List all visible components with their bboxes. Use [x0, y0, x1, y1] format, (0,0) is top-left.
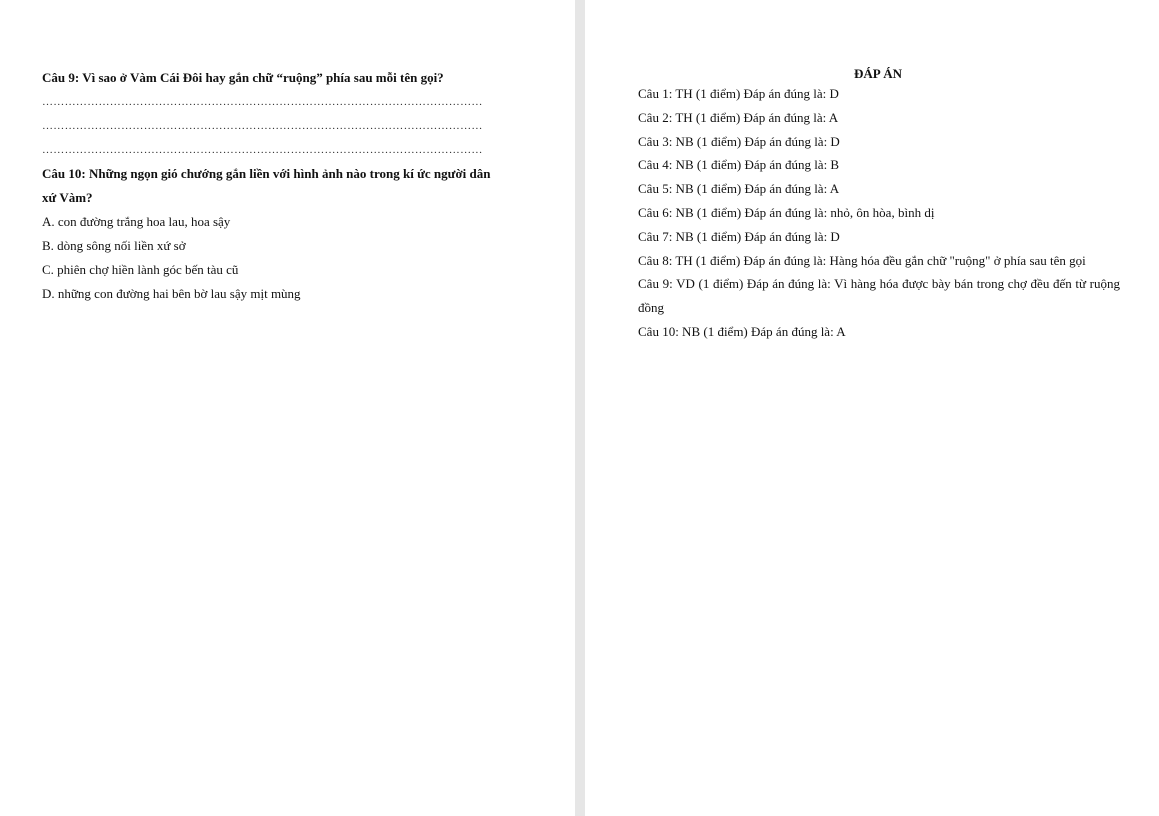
answer-key-title: ĐÁP ÁN	[853, 66, 903, 81]
question-10-title-line1: Câu 10: Những ngọn gió chướng gắn liền với hình ảnh nào trong kí ức người dân	[42, 166, 491, 181]
document-page-left	[0, 0, 575, 816]
answer-blank-line: ………………………………………………………………………………………………………	[42, 96, 483, 108]
answer-line: Câu 8: TH (1 điểm) Đáp án đúng là: Hàng hóa đều gắn chữ "ruộng" ở phía sau tên gọi	[638, 252, 1086, 268]
question-10-title-line2: xứ Vàm?	[42, 190, 93, 205]
answer-line: Câu 7: NB (1 điểm) Đáp án đúng là: D	[638, 228, 840, 244]
question-9-title: Câu 9: Vì sao ở Vàm Cái Đôi hay gắn chữ “ruộng” phía sau mỗi tên gọi?	[42, 70, 444, 85]
question-10-option-b: B. dòng sông nối liền xứ sở	[42, 238, 186, 253]
answer-line: Câu 4: NB (1 điểm) Đáp án đúng là: B	[638, 157, 840, 173]
answer-line: Câu 2: TH (1 điểm) Đáp án đúng là: A	[638, 109, 839, 125]
document-page-right	[585, 0, 1159, 816]
answer-line: Câu 10: NB (1 điểm) Đáp án đúng là: A	[638, 323, 846, 339]
answer-blank-line: ………………………………………………………………………………………………………	[42, 120, 483, 132]
question-10-option-a: A. con đường trắng hoa lau, hoa sậy	[42, 214, 231, 229]
question-10-option-c: C. phiên chợ hiền lành góc bến tàu cũ	[42, 262, 239, 277]
answer-line: Câu 3: NB (1 điểm) Đáp án đúng là: D	[638, 133, 840, 149]
question-10-option-d: D. những con đường hai bên bờ lau sậy mịt mùng	[42, 286, 301, 301]
answer-line: Câu 9: VD (1 điểm) Đáp án đúng là: Vì hàng hóa được bày bán trong chợ đều đến từ ruộng đồng	[638, 276, 1120, 316]
answer-blank-line: ………………………………………………………………………………………………………	[42, 144, 483, 156]
answer-line: Câu 5: NB (1 điểm) Đáp án đúng là: A	[638, 181, 840, 197]
answer-line: Câu 6: NB (1 điểm) Đáp án đúng là: nhỏ, ôn hòa, bình dị	[638, 204, 935, 220]
answer-line: Câu 1: TH (1 điểm) Đáp án đúng là: D	[638, 86, 839, 101]
